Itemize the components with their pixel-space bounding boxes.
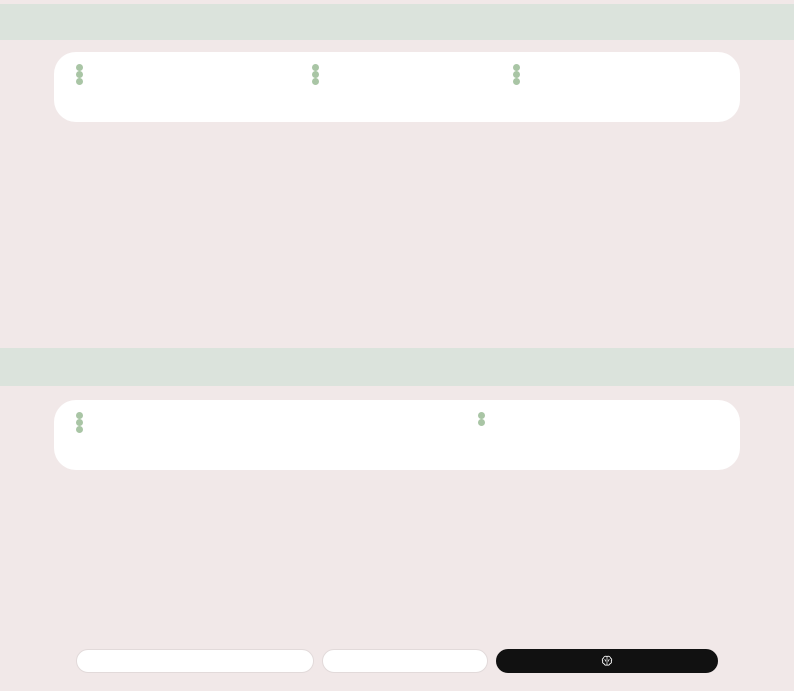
list-item [513,78,528,85]
list-item [76,78,91,85]
list-item [312,78,327,85]
list-item [76,419,91,426]
bullet-dot-icon [76,419,83,426]
bullet-dot-icon [513,78,520,85]
bullet-dot-icon [76,71,83,78]
section1-list-col1 [76,64,91,85]
list-item [312,71,327,78]
bullet-dot-icon [312,78,319,85]
list-item [312,64,327,71]
list-item [76,71,91,78]
bullet-dot-icon [513,64,520,71]
section1-list-col2 [312,64,327,85]
section2-feature-panel [54,400,740,470]
bullet-dot-icon [76,426,83,433]
bullet-dot-icon [76,412,83,419]
recommended-badge [496,649,718,673]
bullet-dot-icon [312,71,319,78]
bullet-dot-icon [312,64,319,71]
versions-badge [322,649,488,673]
bullet-dot-icon [513,71,520,78]
section1-header [0,4,794,40]
bullet-dot-icon [76,64,83,71]
section2-list-col1 [76,412,91,433]
list-item [76,64,91,71]
section2-header [0,348,794,386]
sizes-badge [76,649,314,673]
list-item [76,412,91,419]
section1-feature-panel [54,52,740,122]
list-item [513,71,528,78]
list-item [478,412,493,419]
section2-list-col2 [478,412,493,426]
list-item [513,64,528,71]
brain-icon [601,655,613,667]
list-item [478,419,493,426]
section1-list-col3 [513,64,528,85]
bullet-dot-icon [478,419,485,426]
bullet-dot-icon [478,412,485,419]
bullet-dot-icon [76,78,83,85]
list-item [76,426,91,433]
